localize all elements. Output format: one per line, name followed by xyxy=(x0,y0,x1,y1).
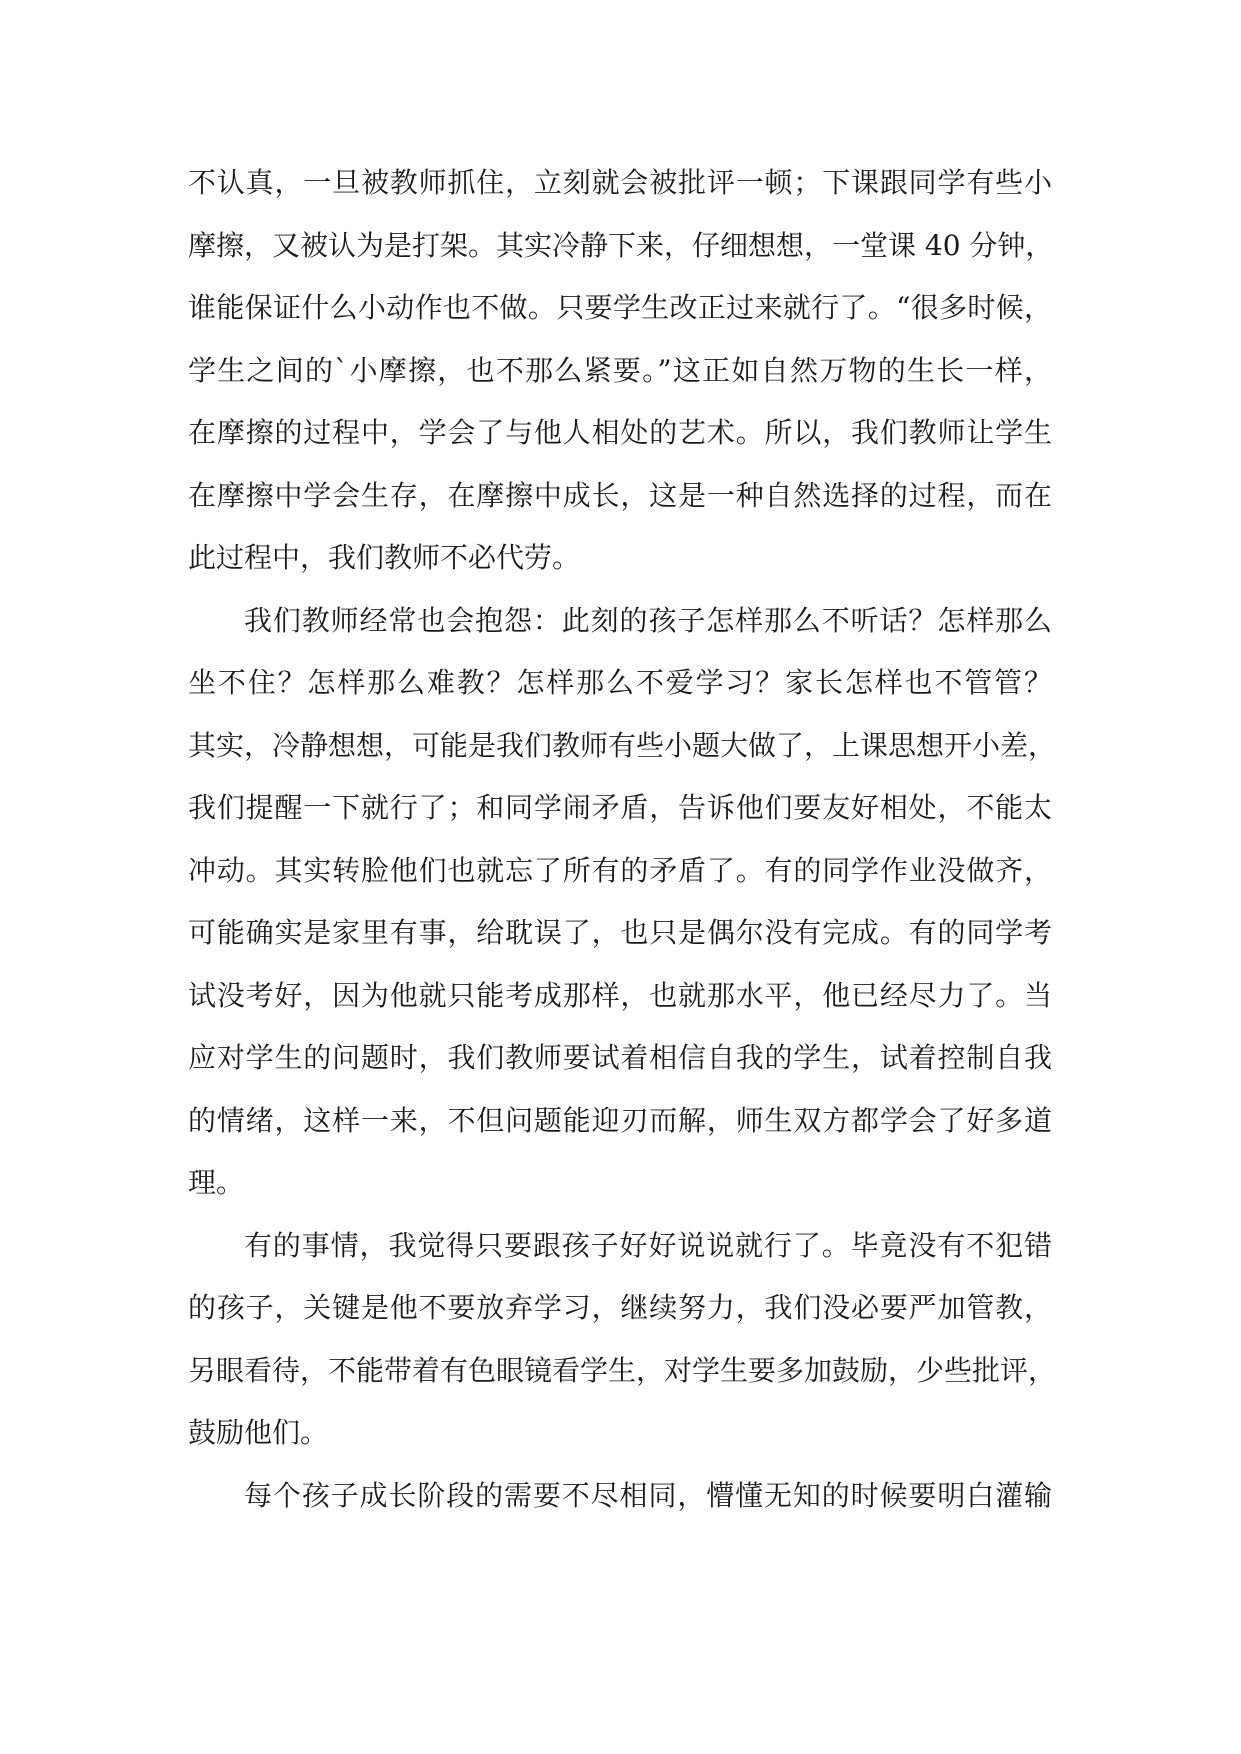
text-line: 在摩擦中学会生存，在摩擦中成长，这是一种自然选择的过程，而在 xyxy=(188,478,1052,512)
text-line: 理。 xyxy=(188,1166,245,1199)
text-line: 坐不住？怎样那么难教？怎样那么不爱学习？家长怎样也不管管？ xyxy=(188,666,1052,699)
paragraph-1 xyxy=(188,152,1052,590)
text-line: 另眼看待，不能带着有色眼镜看学生，对学生要多加鼓励，少些批评， xyxy=(188,1353,1057,1387)
paragraph-4 xyxy=(188,1465,1052,1528)
text-line: 应对学生的问题时，我们教师要试着相信自我的学生，试着控制自我 xyxy=(188,1041,1052,1074)
text-line: 每个孩子成长阶段的需要不尽相同，懵懂无知的时候要明白灌输 xyxy=(244,1478,1052,1512)
text-line: 其实，冷静想想，可能是我们教师有些小题大做了，上课思想开小差， xyxy=(188,728,1057,762)
text-line: 有的事情，我觉得只要跟孩子好好说说就行了。毕竟没有不犯错 xyxy=(244,1228,1052,1262)
text-line: 学生之间的`小摩擦，也不那么紧要。”这正如自然万物的生长一样， xyxy=(188,353,1052,387)
text-line: 我们提醒一下就行了；和同学闹矛盾，告诉他们要友好相处，不能太 xyxy=(188,791,1052,824)
text-line: 可能确实是家里有事，给耽误了，也只是偶尔没有完成。有的同学考 xyxy=(188,916,1052,949)
document-body xyxy=(188,152,1057,1527)
paragraph-3 xyxy=(188,1215,1057,1465)
text-line: 的情绪，这样一来，不但问题能迎刃而解，师生双方都学会了好多道 xyxy=(188,1103,1052,1137)
text-line: 摩擦，又被认为是打架。其实冷静下来，仔细想想，一堂课 40 分钟， xyxy=(188,228,1054,262)
text-line: 在摩擦的过程中，学会了与他人相处的艺术。所以，我们教师让学生 xyxy=(188,416,1052,449)
text-line: 鼓励他们。 xyxy=(188,1416,329,1449)
text-line: 冲动。其实转脸他们也就忘了所有的矛盾了。有的同学作业没做齐， xyxy=(188,853,1052,887)
text-line: 我们教师经常也会抱怨：此刻的孩子怎样那么不听话？怎样那么 xyxy=(244,603,1052,637)
text-line: 谁能保证什么小动作也不做。只要学生改正过来就行了。“很多时候， xyxy=(188,291,1052,324)
paragraph-2 xyxy=(188,590,1057,1215)
text-line: 试没考好，因为他就只能考成那样，也就那水平，他已经尽力了。当 xyxy=(188,978,1052,1012)
text-line: 的孩子，关键是他不要放弃学习，继续努力，我们没必要严加管教， xyxy=(188,1291,1052,1324)
text-line: 此过程中，我们教师不必代劳。 xyxy=(188,541,581,574)
text-line: 不认真，一旦被教师抓住，立刻就会被批评一顿；下课跟同学有些小 xyxy=(188,166,1052,199)
